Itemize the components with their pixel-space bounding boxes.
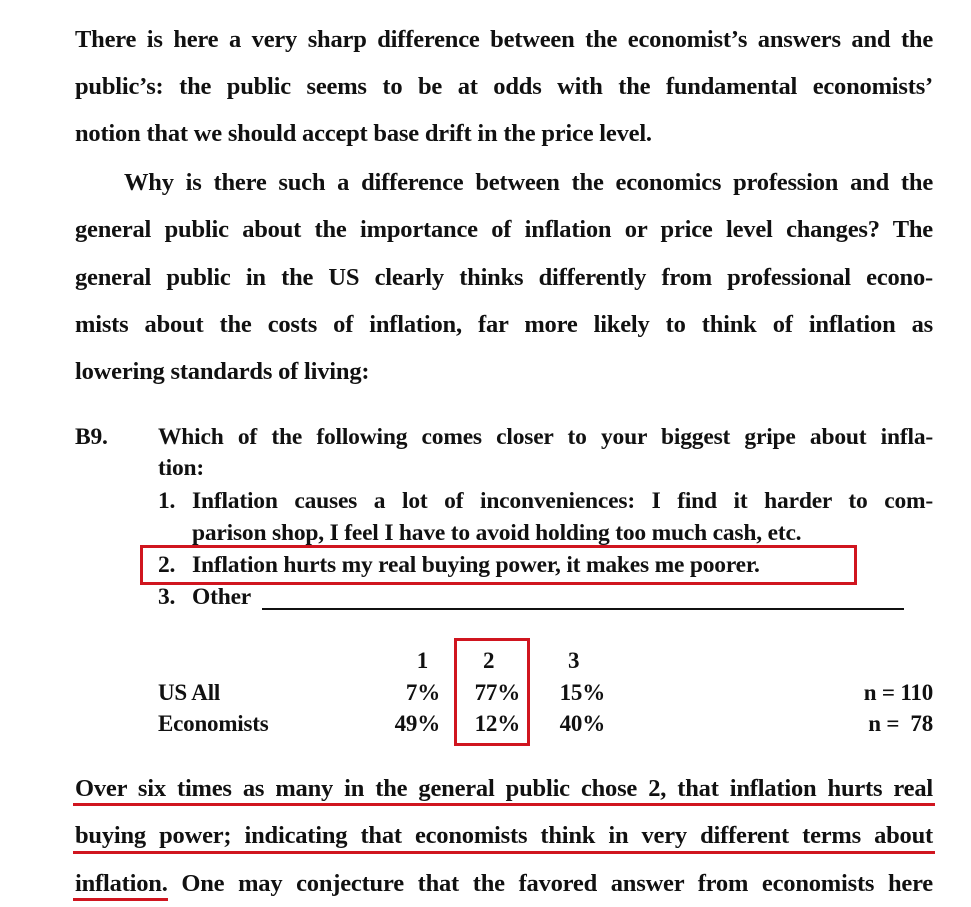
table-row-label-economists: Economists [158, 711, 269, 736]
paragraph2-line-2: general public about the importance of inflation or price level changes? The [75, 216, 933, 243]
paragraph1-line-1: There is here a very sharp difference between the economist’s answers and the [75, 26, 933, 53]
paragraph2-line-4: mists about the costs of inflation, far more likely to think of inflation as [75, 311, 933, 338]
paragraph3-line-3: inflation. One may conjecture that the favored answer from economists here [75, 870, 933, 897]
table-cell-us-all-1: 7% [405, 680, 440, 705]
table-col-header-1: 1 [416, 648, 428, 673]
paragraph3-line-1: Over six times as many in the general public chose 2, that inflation hurts real [75, 775, 933, 802]
paragraph1-line-2: public’s: the public seems to be at odds with the fundamental economists’ [75, 73, 933, 100]
option-2-text: Inflation hurts my real buying power, it makes me poorer. [192, 552, 760, 578]
question-id: B9. [75, 424, 108, 450]
option-1-line-1: Inflation causes a lot of inconveniences: I find it harder to com- [192, 488, 933, 514]
table-cell-us-all-3: 15% [559, 680, 605, 705]
paragraph2-line-5: lowering standards of living: [75, 358, 370, 385]
table-col-header-3: 3 [568, 648, 580, 673]
underline-emphasis-1 [73, 803, 935, 806]
other-answer-blank-line [262, 608, 904, 610]
table-n-economists: n = 78 [868, 711, 933, 736]
table-row-label-us-all: US All [158, 680, 221, 705]
option-2-number: 2. [158, 552, 176, 578]
table-cell-economists-1: 49% [394, 711, 440, 736]
paragraph2-line-3: general public in the US clearly thinks differently from professional econo- [75, 264, 933, 291]
option-2-highlight-box [140, 545, 857, 585]
table-cell-economists-3: 40% [559, 711, 605, 736]
underline-emphasis-2 [73, 851, 935, 854]
column-2-highlight-box [454, 638, 530, 746]
option-3-number: 3. [158, 584, 176, 610]
table-n-us-all: n = 110 [863, 680, 933, 705]
paragraph2-line-1: Why is there such a difference between the economics profession and the [124, 169, 933, 196]
option-1-line-2: parison shop, I feel I have to avoid holding too much cash, etc. [192, 520, 802, 546]
question-text-line-1: Which of the following comes closer to your biggest gripe about infla- [158, 424, 933, 450]
table-cell-us-all-2: 77% [474, 680, 520, 705]
option-3-text: Other [192, 584, 252, 610]
underline-emphasis-3 [73, 898, 168, 901]
option-1-number: 1. [158, 488, 176, 514]
table-col-header-2: 2 [483, 648, 495, 673]
question-text-line-2: tion: [158, 455, 205, 481]
paragraph3-line-2: buying power; indicating that economists think in very different terms about [75, 822, 933, 849]
paragraph1-line-3: notion that we should accept base drift in the price level. [75, 120, 652, 147]
table-cell-economists-2: 12% [474, 711, 520, 736]
